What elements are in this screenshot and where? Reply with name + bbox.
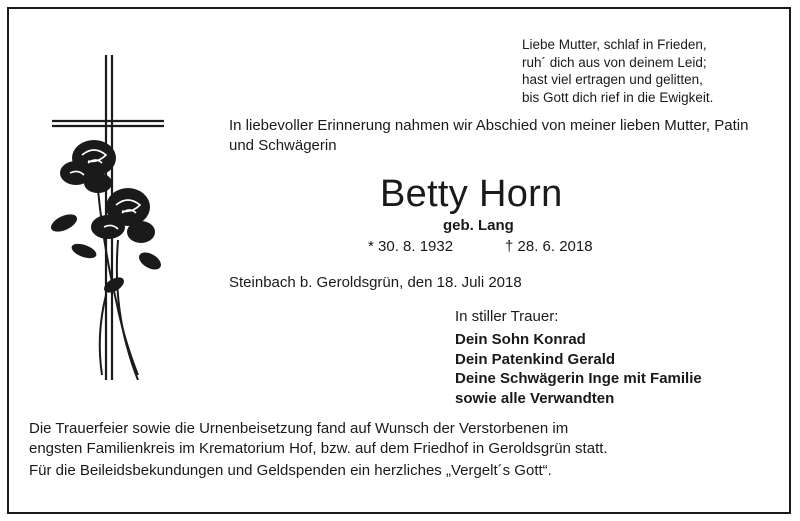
intro-text: In liebevoller Erinnerung nahmen wir Abschied von meiner lieben Mutter, Patin und Schwägerin (229, 117, 749, 154)
poem (522, 36, 713, 106)
birth-name: geb. Lang (443, 217, 514, 234)
cross-with-roses-icon (46, 55, 166, 385)
mourners-list (455, 330, 702, 408)
note-line: Für die Beileidsbekundungen und Geldspenden ein herzliches „Vergelt´s Gott“. (29, 462, 552, 479)
note-line: engsten Familienkreis im Krematorium Hof, bzw. auf dem Friedhof in Geroldsgrün statt. (29, 440, 608, 457)
poem-line: ruh´ dich aus von deinem Leid; (522, 54, 707, 70)
mourner: Dein Sohn Konrad (455, 331, 586, 348)
place-date: Steinbach b. Geroldsgrün, den 18. Juli 2018 (229, 274, 522, 291)
poem-line: Liebe Mutter, schlaf in Frieden, (522, 37, 707, 52)
mourner: Dein Patenkind Gerald (455, 350, 616, 368)
notes (29, 419, 608, 481)
note-line: Die Trauerfeier sowie die Urnenbeisetzung fand auf Wunsch der Verstorbenen im (29, 420, 569, 437)
birth-date: * 30. 8. 1932 (368, 238, 454, 255)
deceased-name: Betty Horn (380, 173, 563, 215)
poem-line: hast viel ertragen und gelitten, (522, 72, 703, 87)
mourning-label: In stiller Trauer: (455, 308, 559, 325)
poem-line: bis Gott dich rief in die Ewigkeit. (522, 89, 714, 105)
mourner: sowie alle Verwandten (455, 389, 615, 407)
death-date: † 28. 6. 2018 (505, 238, 593, 255)
mourner: Deine Schwägerin Inge mit Familie (455, 370, 702, 387)
